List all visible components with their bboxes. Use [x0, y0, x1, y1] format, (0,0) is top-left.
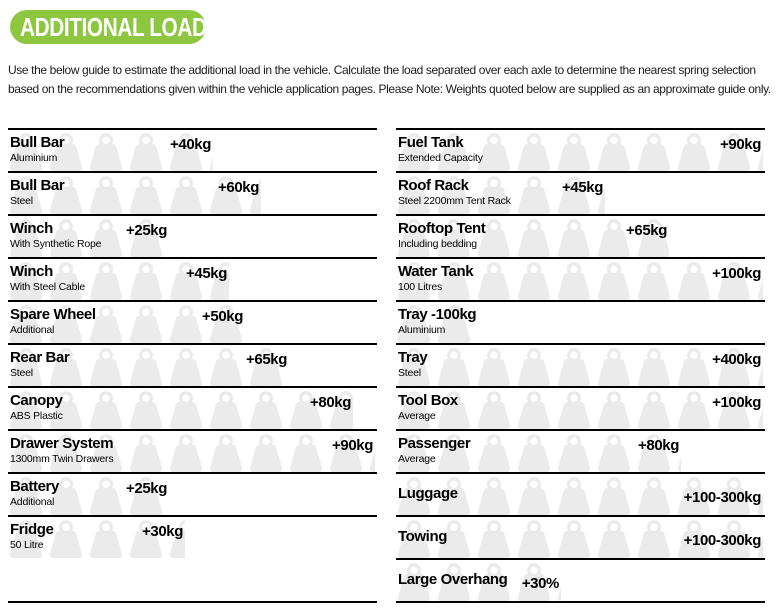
- item-title: Canopy: [10, 392, 63, 409]
- load-row-right-5: [396, 300, 765, 343]
- load-row-left-2: [8, 171, 377, 214]
- intro-text: [8, 61, 771, 99]
- item-subtitle: ABS Plastic: [10, 410, 63, 422]
- weight-value: +30%: [521, 575, 559, 592]
- item-title: Fuel Tank: [398, 134, 464, 151]
- item-text: [396, 517, 765, 545]
- item-subtitle: Average: [398, 453, 436, 465]
- intro-line-2: based on the recommendations given within the vehicle application pages. Please Note: Weights quoted below are supplied as an approximate guide only.: [8, 82, 771, 96]
- intro-line-1: Use the below guide to estimate the additional load in the vehicle. Calculate the load separated over each axle to determine the nearest spring selection: [8, 63, 756, 77]
- item-text: [8, 302, 377, 336]
- item-text: [396, 302, 765, 336]
- item-title: Winch: [10, 263, 53, 280]
- weight-value: +50kg: [202, 308, 243, 325]
- weight-value: +100-300kg: [683, 489, 761, 506]
- item-title: Large Overhang: [398, 571, 508, 588]
- load-row-right-7: [396, 386, 765, 429]
- item-text: [396, 388, 765, 422]
- item-text: [396, 259, 765, 293]
- item-text: [396, 130, 765, 164]
- weight-value: +80kg: [310, 394, 351, 411]
- item-subtitle: With Synthetic Rope: [10, 238, 102, 250]
- item-subtitle: Extended Capacity: [398, 152, 483, 164]
- item-text: [8, 388, 377, 422]
- item-subtitle: Additional: [10, 324, 55, 336]
- load-row-right-3: [396, 214, 765, 257]
- item-title: Passenger: [398, 435, 471, 452]
- item-subtitle: Steel: [10, 367, 33, 379]
- load-row-left-10: [8, 515, 377, 558]
- weight-value: +60kg: [218, 179, 259, 196]
- item-title: Winch: [10, 220, 53, 237]
- item-subtitle: 1300mm Twin Drawers: [10, 453, 114, 465]
- load-row-left-8: [8, 429, 377, 472]
- item-title: Drawer System: [10, 435, 114, 452]
- item-subtitle: Including bedding: [398, 238, 477, 250]
- item-subtitle: Steel: [398, 367, 421, 379]
- load-row-right-10: [396, 515, 765, 558]
- weight-value: +400kg: [712, 351, 761, 368]
- load-row-left-4: [8, 257, 377, 300]
- item-title: Bull Bar: [10, 177, 65, 194]
- item-text: [396, 216, 765, 250]
- item-title: Roof Rack: [398, 177, 469, 194]
- item-title: Towing: [398, 528, 447, 545]
- item-title: Luggage: [398, 485, 458, 502]
- item-title: Battery: [10, 478, 59, 495]
- load-row-left-1: [8, 128, 377, 171]
- load-table: [8, 128, 765, 603]
- load-row-left-5: [8, 300, 377, 343]
- item-subtitle: Average: [398, 410, 436, 422]
- item-text: [396, 431, 765, 465]
- item-text: [396, 345, 765, 379]
- item-text: [8, 173, 377, 207]
- item-text: [396, 474, 765, 502]
- load-column-right: [396, 128, 765, 603]
- item-text: [8, 431, 377, 465]
- weight-value: +100-300kg: [683, 532, 761, 549]
- item-text: [8, 216, 377, 250]
- weight-value: +65kg: [626, 222, 667, 239]
- weight-value: +100kg: [712, 265, 761, 282]
- item-title: Fridge: [10, 521, 54, 538]
- weight-value: +25kg: [126, 222, 167, 239]
- load-row-right-8: [396, 429, 765, 472]
- item-text: [396, 173, 765, 207]
- item-subtitle: Steel: [10, 195, 33, 207]
- load-row-left-3: [8, 214, 377, 257]
- weight-value: +90kg: [720, 136, 761, 153]
- weight-value: +65kg: [246, 351, 287, 368]
- load-row-right-6: [396, 343, 765, 386]
- weight-value: +100kg: [712, 394, 761, 411]
- item-title: Rooftop Tent: [398, 220, 486, 237]
- item-title: Tool Box: [398, 392, 458, 409]
- item-title: Tray -100kg: [398, 306, 477, 323]
- load-row-left-7: [8, 386, 377, 429]
- load-row-right-11: [396, 558, 765, 601]
- weight-value: +25kg: [126, 480, 167, 497]
- load-column-left: [8, 128, 377, 603]
- weight-value: +90kg: [332, 437, 373, 454]
- item-subtitle: Steel 2200mm Tent Rack: [398, 195, 511, 207]
- section-title: ADDITIONAL LOAD: [20, 11, 207, 42]
- weight-value: +40kg: [170, 136, 211, 153]
- item-subtitle: With Steel Cable: [10, 281, 86, 293]
- load-row-right-1: [396, 128, 765, 171]
- load-row-left-9: [8, 472, 377, 515]
- item-text: [8, 130, 377, 164]
- weight-value: +45kg: [562, 179, 603, 196]
- item-title: Rear Bar: [10, 349, 70, 366]
- load-row-right-9: [396, 472, 765, 515]
- item-subtitle: Additional: [10, 496, 55, 508]
- weight-value: +45kg: [186, 265, 227, 282]
- item-subtitle: 50 Litre: [10, 539, 44, 551]
- weight-value: +30kg: [142, 523, 183, 540]
- item-subtitle: Aluminium: [10, 152, 58, 164]
- item-text: [8, 517, 377, 551]
- weight-value: +80kg: [638, 437, 679, 454]
- item-title: Bull Bar: [10, 134, 65, 151]
- item-text: [8, 259, 377, 293]
- item-text: [8, 345, 377, 379]
- item-title: Spare Wheel: [10, 306, 96, 323]
- item-title: Tray: [398, 349, 428, 366]
- section-header-badge: [10, 10, 206, 44]
- load-row-right-2: [396, 171, 765, 214]
- load-row-left-6: [8, 343, 377, 386]
- load-row-right-4: [396, 257, 765, 300]
- item-subtitle: Aluminium: [398, 324, 446, 336]
- item-text: [396, 560, 765, 588]
- item-subtitle: 100 Litres: [398, 281, 443, 293]
- item-title: Water Tank: [398, 263, 474, 280]
- item-text: [8, 474, 377, 508]
